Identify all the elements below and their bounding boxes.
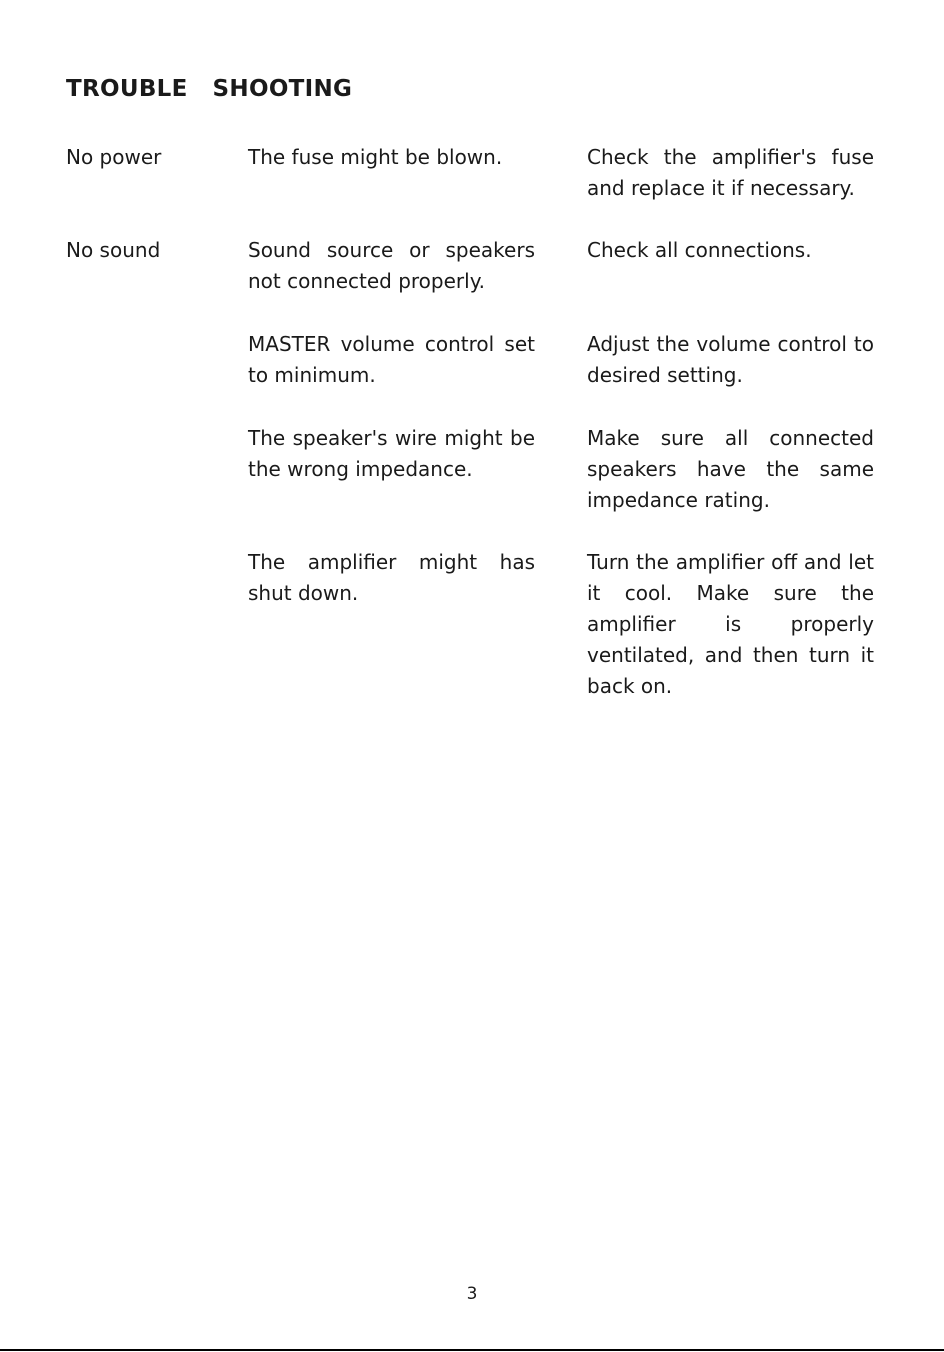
- remedy-text: Turn the amplifier off and let it cool. Make sure the amplifier is properly ventilated, and then turn it back on.: [587, 550, 874, 698]
- cause-text: The speaker's wire might be the wrong impedance.: [248, 426, 535, 481]
- cause-text: The amplifier might has shut down.: [248, 550, 535, 605]
- problem-text: No power: [66, 145, 162, 169]
- page-title: TROUBLE SHOOTING: [66, 76, 353, 102]
- cause-text: MASTER volume control set to minimum.: [248, 332, 535, 387]
- remedy-text: Adjust the volume control to desired setting.: [587, 332, 874, 387]
- bottom-divider: [0, 1349, 944, 1351]
- cause-text: Sound source or speakers not connected properly.: [248, 238, 535, 293]
- page-number: 3: [466, 1284, 478, 1304]
- remedy-text: Check the amplifier's fuse and replace it if necessary.: [587, 145, 874, 200]
- problem-text: No sound: [66, 238, 161, 262]
- remedy-text: Make sure all connected speakers have the same impedance rating.: [587, 426, 874, 512]
- remedy-text: Check all connections.: [587, 238, 812, 262]
- cause-text: The fuse might be blown.: [248, 145, 503, 169]
